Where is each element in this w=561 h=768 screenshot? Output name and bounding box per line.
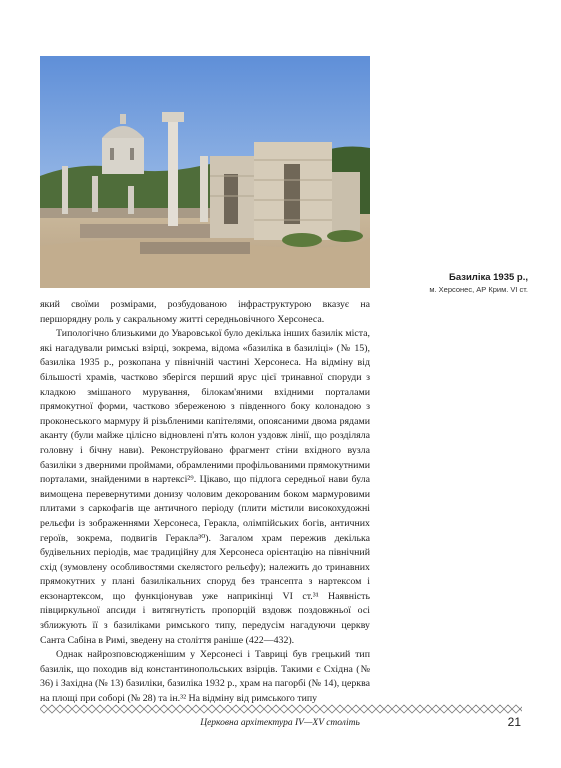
footer-ornament (40, 704, 522, 714)
page-number: 21 (507, 715, 521, 729)
basilica-photo (40, 56, 370, 288)
running-footer-title: Церковна архітектура IV—XV століть (200, 718, 360, 728)
paragraph-3: Однак найрозповсюдженішим у Херсонесі і Тавриці був грецький тип базилік, що походив від константинопольських взірців. Такими є Східна (№ 36) і Західна (№ 13) базиліки, базиліка 1932 р., храм на пагорбі (№ 14), церква на площі при соборі (№ 28) та ін.³² На відміну від римського типу (40, 649, 370, 705)
photo-caption (378, 272, 528, 295)
caption-subtitle: м. Херсонес, АР Крим. VI ст. (429, 285, 528, 294)
body-text (40, 298, 370, 707)
basilica-ruins-image (40, 56, 370, 288)
paragraph-2: Типологічно близькими до Уваровської було декілька інших базилік міста, які нагадували римські взірці, зокрема, відома «базиліка в базиліці» (№ 15), базиліка 1935 р., розкопана у північній частині Херсонеса. На відміну від більшості храмів, частково зберігся перший ярус цієї тринавної споруди з кладкою змішаного мурування, білокам'яними вхідними порталами прямокутної форми, частково збереженою з південного боку колонадою з проконеського мармуру й різьбленими капітелями, опоясаними двома рядами аканту (були майже цілісно відновлені п'ять колон уздовж лінії, що розділяла головну і бічну нави). Реконструйовано фрагмент стіни вхідного вузла базиліки з дверними проймами, обрамленими профільованими прямокутними порталами, знайденими в нартексі²⁹. Цікаво, що підлога середньої нави була вимощена перевернутими донизу чоловим декорованим боком мармуровими плитами з саркофагів ще античного періоду (плити містили високохудожні рельєфи із зображеннями Херсонеса, Геракла, олімпійських богів, античних героїв, зокрема, подвигів Геракла³⁰). Загалом храм пережив декілька будівельних періодів, має традиційну для Херсонеса орієнтацію на північний схід (зумовлену особливостями скелястого рельєфу); належить до тринавних прямокутних у плані базилікальних споруд без трансепта з нартексом і екзонартексом, що функціонував уже наприкінці VI ст.³¹ Наявність півциркульної апсиди і витягнутість пропорцій вздовж поздовжньої осі зближують її з базиліками римського типу, передусім нагадуючи церкву Санта Сабіна в Римі, зведену на століття раніше (422—432). (40, 328, 370, 646)
caption-title: Базиліка 1935 р., (449, 272, 528, 283)
paragraph-1: який своїми розмірами, розбудованою інфраструктурою вказує на першорядну роль у сакральному житті середньовічного Херсонеса. (40, 299, 370, 325)
